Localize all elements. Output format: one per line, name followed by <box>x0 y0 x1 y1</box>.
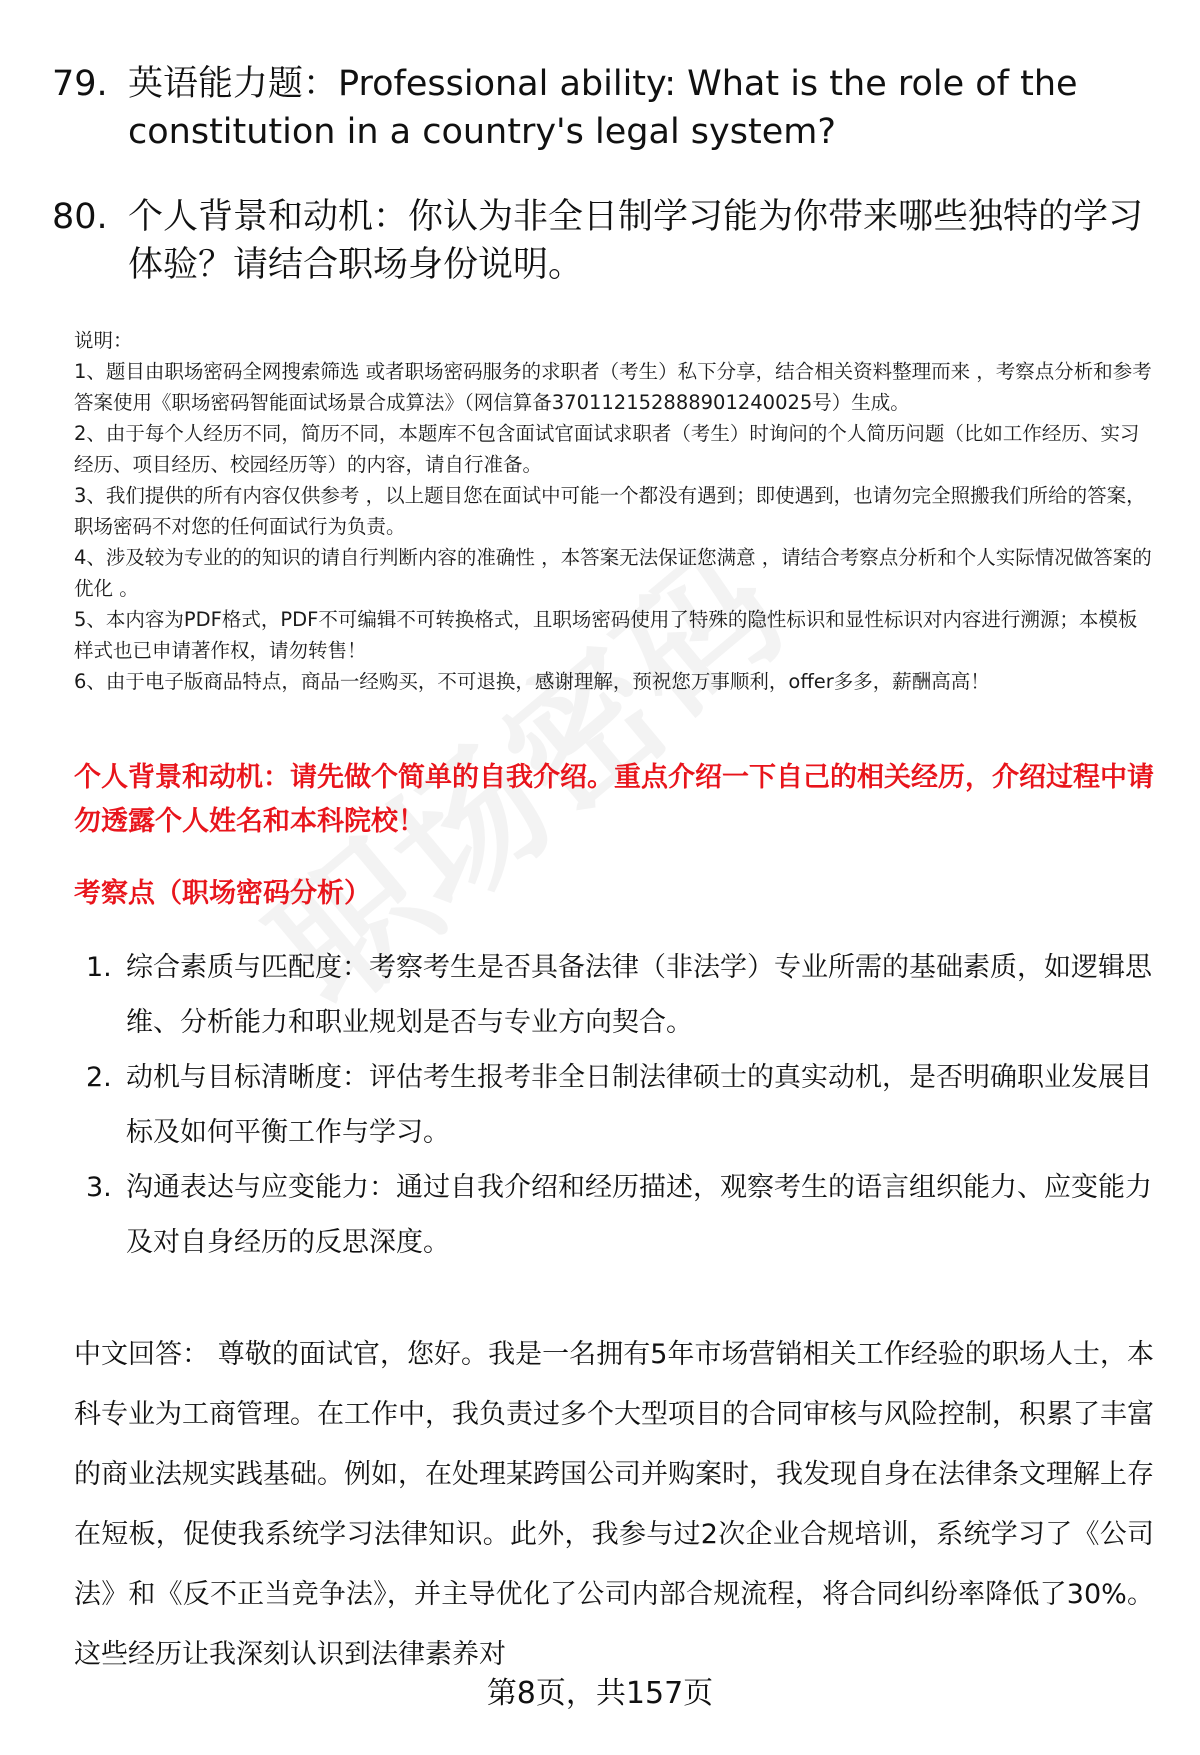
answer-label: 中文回答： <box>74 1339 210 1370</box>
page-number: 第8页，共157页 <box>486 1676 714 1711</box>
note-item: 4、涉及较为专业的的知识的请自行判断内容的准确性 ，本答案无法保证您满意 ，请结合考察点分析和个人实际情况做答案的优化 。 <box>74 546 1152 600</box>
point-text: 沟通表达与应变能力：通过自我介绍和经历描述，观察考生的语言组织能力、应变能力及对自身经历的反思深度。 <box>126 1172 1152 1258</box>
current-question: 个人背景和动机：请先做个简单的自我介绍。重点介绍一下自己的相关经历，介绍过程中请勿透露个人姓名和本科院校！ <box>74 762 1154 837</box>
analysis-points <box>74 940 1154 1270</box>
question-text: 英语能力题：Professional ability: What is the role of the constitution in a country's legal system? <box>128 64 1078 152</box>
analysis-point <box>74 1050 1154 1160</box>
question-text: 个人背景和动机：你认为非全日制学习能为你带来哪些独特的学习体验？请结合职场身份说明。 <box>128 197 1144 285</box>
point-text: 综合素质与匹配度：考察考生是否具备法律（非法学）专业所需的基础素质，如逻辑思维、分析能力和职业规划是否与专业方向契合。 <box>126 952 1152 1038</box>
question-number: 79. <box>52 64 108 104</box>
notes-heading: 说明： <box>74 329 133 352</box>
point-text: 动机与目标清晰度：评估考生报考非全日制法律硕士的真实动机，是否明确职业发展目标及如何平衡工作与学习。 <box>126 1062 1152 1148</box>
note-item: 5、本内容为PDF格式，PDF不可编辑不可转换格式，且职场密码使用了特殊的隐性标识和显性标识对内容进行溯源；本模板样式也已申请著作权，请勿转售！ <box>74 608 1138 662</box>
note-item: 6、由于电子版商品特点，商品一经购买，不可退换，感谢理解，预祝您万事顺利，offer多多，薪酬高高！ <box>74 670 990 693</box>
notes-block <box>74 325 1154 697</box>
note-item: 3、我们提供的所有内容仅供参考 ，以上题目您在面试中可能一个都没有遇到；即使遇到，也请勿完全照搬我们所给的答案，职场密码不对您的任何面试行为负责。 <box>74 484 1146 538</box>
analysis-title: 考察点（职场密码分析） <box>74 878 371 909</box>
point-number: 3. <box>86 1172 112 1203</box>
analysis-point <box>74 940 1154 1050</box>
note-item: 1、题目由职场密码全网搜索筛选 或者职场密码服务的求职者（考生）私下分享，结合相关资料整理而来 ，考察点分析和参考答案使用《职场密码智能面试场景合成算法》（网信算备370112152888901240025号）生成。 <box>74 360 1152 414</box>
question-number: 80. <box>52 197 108 237</box>
answer-text: 尊敬的面试官，您好。我是一名拥有5年市场营销相关工作经验的职场人士，本科专业为工商管理。在工作中，我负责过多个大型项目的合同审核与风险控制，积累了丰富的商业法规实践基础。例如，在处理某跨国公司并购案时，我发现自身在法律条文理解上存在短板，促使我系统学习法律知识。此外，我参与过2次企业合规培训，系统学习了《公司法》和《反不正当竞争法》，并主导优化了公司内部合规流程，将合同纠纷率降低了30%。这些经历让我深刻认识到法律素养对 <box>74 1339 1154 1670</box>
note-item: 2、由于每个人经历不同，简历不同，本题库不包含面试官面试求职者（考生）时询问的个人简历问题（比如工作经历、实习经历、项目经历、校园经历等）的内容，请自行准备。 <box>74 422 1140 476</box>
analysis-point <box>74 1160 1154 1270</box>
point-number: 2. <box>86 1062 112 1093</box>
question-79 <box>52 60 1147 156</box>
point-number: 1. <box>86 952 112 983</box>
question-80 <box>52 193 1147 289</box>
answer-block <box>74 1325 1154 1685</box>
